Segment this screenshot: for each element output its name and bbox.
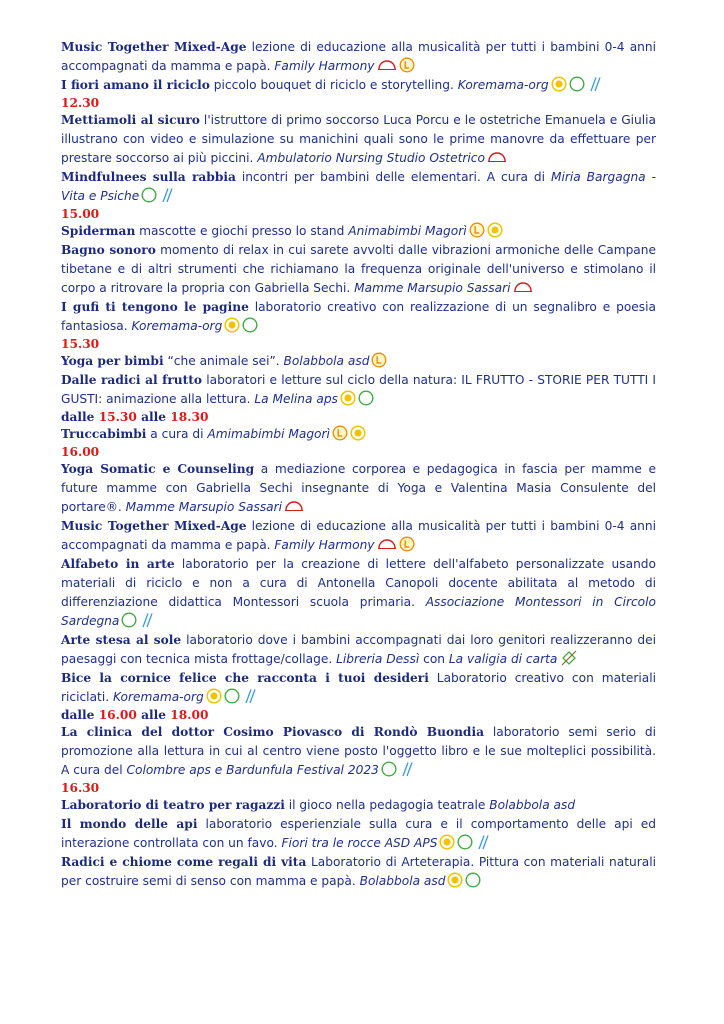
sun-circle-icon	[439, 834, 455, 850]
entry-title: Mettiamoli al sicuro	[61, 113, 200, 127]
entry-title: Spiderman	[61, 224, 136, 238]
entry-description: mascotte e giochi presso lo stand	[135, 224, 349, 238]
l-circle-icon	[399, 536, 415, 552]
entry-title: Music Together Mixed-Age	[61, 40, 247, 54]
entry-organizer: La Melina aps	[254, 392, 338, 406]
entry-title: Mindfulnees sulla rabbia	[61, 170, 236, 184]
entry-description: laboratorio esperienziale sulla cura e il comportamento delle api ed interazione controllata con un favo.	[61, 817, 656, 850]
entry-description: momento di relax in cui sarete avvolti dalle vibrazioni armoniche delle Campane tibetane e di altri strumenti che richiamano la frequenza originale dell'universo e stimolano il corpo a ritrovare la propria con Gabriella Sechi.	[61, 243, 656, 295]
program-entry	[61, 168, 656, 206]
entry-title: Music Together Mixed-Age	[61, 519, 247, 533]
green-circle-icon	[224, 688, 240, 704]
entry-description: “che animale sei”.	[163, 354, 284, 368]
program-entry	[61, 460, 656, 517]
green-circle-icon	[358, 390, 374, 406]
entry-organizer: Bolabbola asd	[489, 798, 576, 812]
diamond-cross-icon	[559, 650, 579, 666]
time-range-prefix: dalle	[61, 708, 99, 722]
entry-title: Arte stesa al sole	[61, 633, 182, 647]
program-entry	[61, 76, 656, 95]
sun-circle-icon	[447, 872, 463, 888]
sun-circle-icon	[224, 317, 240, 333]
program-entry	[61, 298, 656, 336]
program-entry	[61, 796, 656, 815]
time-range-connector: alle	[136, 708, 171, 722]
entry-organizer: Koremama-org	[112, 690, 204, 704]
entry-title: La clinica del dottor Cosimo Piovasco di Rondò Buondia	[61, 725, 484, 739]
arc-red-icon	[487, 149, 507, 165]
entry-organizer: Bolabbola asd	[359, 874, 446, 888]
time-heading: 16.00	[61, 445, 100, 459]
entry-description: lezione di educazione alla musicalità per tutti i bambini 0-4 anni accompagnati da mamma e papà.	[61, 40, 656, 73]
green-circle-icon	[121, 612, 137, 628]
time-range-start: 15.30	[98, 410, 137, 424]
entry-organizer: Animabimbi Magorì	[348, 224, 467, 238]
double-slash-icon	[159, 187, 175, 203]
double-slash-icon	[139, 612, 155, 628]
l-circle-icon	[469, 222, 485, 238]
entry-title: I gufi ti tengono le pagine	[61, 300, 249, 314]
sun-circle-icon	[206, 688, 222, 704]
l-circle-icon	[332, 425, 348, 441]
entry-description: laboratorio dove i bambini accompagnati dai loro genitori realizzeranno dei paesaggi con tecnica mista frottage/collage.	[61, 633, 656, 666]
time-range-start: 16.00	[98, 708, 137, 722]
entry-description: lezione di educazione alla musicalità per tutti i bambini 0-4 anni accompagnati da mamma e papà.	[61, 519, 656, 552]
program-entry	[61, 352, 656, 371]
entry-description: laboratori e letture sul ciclo della natura: IL FRUTTO - STORIE PER TUTTI I GUSTI: animazione alla lettura.	[61, 373, 656, 406]
program-entry	[61, 38, 656, 76]
sun-circle-icon	[487, 222, 503, 238]
entry-title: I fiori amano il riciclo	[61, 78, 210, 92]
entry-organizer: Miria Bargagna - Vita e Psiche	[61, 170, 656, 203]
time-range-end: 18.30	[170, 410, 209, 424]
time-range-end: 18.00	[170, 708, 209, 722]
time-range-prefix: dalle	[61, 410, 99, 424]
double-slash-icon	[242, 688, 258, 704]
entry-organizer: Koremama-org	[131, 319, 223, 333]
program-entry	[61, 815, 656, 853]
entry-title: Bagno sonoro	[61, 243, 156, 257]
program-entry	[61, 517, 656, 555]
entry-title: Bice la cornice felice che racconta i tuoi desideri	[61, 671, 429, 685]
entry-title: Laboratorio di teatro per ragazzi	[61, 798, 285, 812]
entry-organizer: Mamme Marsupio Sassari	[125, 500, 283, 514]
green-circle-icon	[242, 317, 258, 333]
entry-organizer-2: La valigia di carta	[448, 652, 558, 666]
sun-circle-icon	[350, 425, 366, 441]
program-entry	[61, 555, 656, 631]
entry-description: laboratorio per la creazione di lettere dell'alfabeto personalizzate usando materiali di riciclo e non a cura di Antonella Canopoli docente abilitata al metodo di differenziazione didattica Montessori scuola primaria.	[61, 557, 656, 609]
green-circle-icon	[569, 76, 585, 92]
entry-title: Dalle radici al frutto	[61, 373, 203, 387]
program-entry	[61, 669, 656, 707]
arc-red-icon	[513, 279, 533, 295]
entry-description: l'istruttore di primo soccorso Luca Porcu e le ostetriche Emanuela e Giulia illustrano con video e simulazione su manichini quali sono le prime manovre da effettuare per prestare soccorso ai più piccini.	[61, 113, 656, 165]
arc-red-icon	[284, 498, 304, 514]
entry-title: Truccabimbi	[61, 427, 147, 441]
double-slash-icon	[587, 76, 603, 92]
double-slash-icon	[475, 834, 491, 850]
time-heading: 15.30	[61, 337, 100, 351]
entry-organizer: Fiori tra le rocce ASD APS	[281, 836, 438, 850]
entry-organizer: Koremama-org	[457, 78, 549, 92]
sun-circle-icon	[551, 76, 567, 92]
green-circle-icon	[381, 761, 397, 777]
entry-description: a mediazione corporea e pedagogica in fascia per mamme e future mamme con Gabriella Sechi insegnante di Yoga e Valentina Masia Consulente del portare®.	[61, 462, 656, 514]
green-circle-icon	[141, 187, 157, 203]
entry-organizer: Colombre aps e Bardunfula Festival 2023	[126, 763, 379, 777]
program-entry	[61, 723, 656, 780]
entry-description: laboratorio creativo con realizzazione di un segnalibro e poesia fantasiosa.	[61, 300, 656, 333]
entry-description: piccolo bouquet di riciclo e storytelling.	[209, 78, 458, 92]
entry-description: laboratorio semi serio di promozione alla lettura in cui al centro viene posto l'oggetto libro e le sue molteplici possibilità. A cura del	[61, 725, 656, 777]
entry-description: il gioco nella pedagogia teatrale	[284, 798, 490, 812]
entry-title: Alfabeto in arte	[61, 557, 175, 571]
program-entry	[61, 371, 656, 409]
entry-organizer: Family Harmony	[274, 59, 375, 73]
entry-title: Yoga Somatic e Counseling	[61, 462, 255, 476]
entry-description: incontri per bambini delle elementari. A cura di	[235, 170, 551, 184]
entry-title: Il mondo delle api	[61, 817, 198, 831]
program-entry	[61, 222, 656, 241]
time-heading: 16.30	[61, 781, 100, 795]
entry-description: Laboratorio creativo con materiali riciclati.	[61, 671, 656, 704]
entry-organizer: Family Harmony	[274, 538, 375, 552]
entry-organizer: Amimabimbi Magorì	[207, 427, 330, 441]
time-range-heading	[61, 707, 656, 723]
sun-circle-icon	[340, 390, 356, 406]
entry-description: Laboratorio di Arteterapia. Pittura con materiali naturali per costruire semi di senso con mamma e papà.	[61, 855, 656, 888]
time-range-heading	[61, 409, 656, 425]
entry-organizer: Mamme Marsupio Sassari	[354, 281, 511, 295]
arc-red-icon	[377, 536, 397, 552]
program-entry	[61, 853, 656, 891]
double-slash-icon	[399, 761, 415, 777]
entry-organizer: Associazione Montessori in Circolo Sardegna	[61, 595, 656, 628]
program-entry	[61, 425, 656, 444]
arc-red-icon	[377, 57, 397, 73]
entry-title: Radici e chiome come regali di vita	[61, 855, 307, 869]
entry-organizer: Libreria Dessì	[336, 652, 420, 666]
green-circle-icon	[457, 834, 473, 850]
time-range-connector: alle	[136, 410, 171, 424]
l-circle-icon	[371, 352, 387, 368]
entry-description: a cura di	[146, 427, 208, 441]
program-entry	[61, 111, 656, 168]
entry-title: Yoga per bimbi	[61, 354, 164, 368]
entry-organizer: Ambulatorio Nursing Studio Ostetrico	[257, 151, 485, 165]
entry-organizer: Bolabbola asd	[283, 354, 370, 368]
l-circle-icon	[399, 57, 415, 73]
green-circle-icon	[465, 872, 481, 888]
entry-connector: con	[419, 652, 449, 666]
time-heading: 12.30	[61, 96, 100, 110]
program-entry	[61, 241, 656, 298]
program-entry	[61, 631, 656, 669]
time-heading: 15.00	[61, 207, 100, 221]
